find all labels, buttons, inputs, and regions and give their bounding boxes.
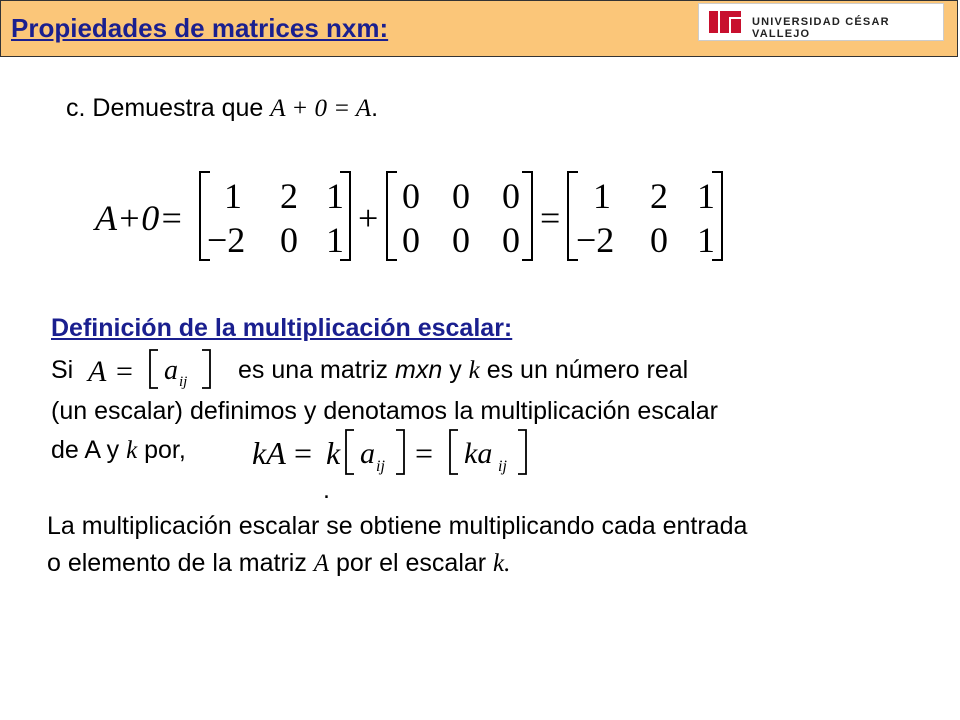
svg-text:ka: ka xyxy=(464,437,493,470)
definition-title: Definición de la multiplicación escalar: xyxy=(51,314,513,342)
ucv-logo-icon xyxy=(709,9,741,35)
svg-text:ij: ij xyxy=(376,458,385,475)
exercise-c-suffix: . xyxy=(371,94,379,122)
matrix-sum-equation xyxy=(90,168,730,268)
svg-text:a: a xyxy=(164,355,178,386)
matrix-a-cell: 1 xyxy=(326,220,344,260)
matrix-a-cell: 1 xyxy=(326,176,344,216)
zero-matrix-cell: 0 xyxy=(452,220,470,260)
definition-line1 xyxy=(238,356,688,385)
zero-matrix-cell: 0 xyxy=(402,176,420,216)
note-line2 xyxy=(47,549,510,578)
svg-text:=: = xyxy=(415,435,434,471)
logo-text: UNIVERSIDAD CÉSAR VALLEJO xyxy=(752,16,890,40)
note-line2-a: o elemento de la matriz xyxy=(47,549,314,577)
svg-text:ij: ij xyxy=(179,374,188,390)
svg-text:k: k xyxy=(326,435,341,471)
svg-text:=: = xyxy=(116,355,133,388)
definition-dot: . xyxy=(323,476,330,504)
definition-line3-a: de A y xyxy=(51,436,127,464)
note-scalar-k: k. xyxy=(493,550,511,577)
definition-line2: (un escalar) definimos y denotamos la multiplicación escalar xyxy=(51,397,718,425)
result-matrix-cell: 1 xyxy=(697,176,715,216)
definition-line3 xyxy=(51,436,186,465)
page-title: Propiedades de matrices nxm: xyxy=(11,13,389,43)
scalar-multiplication-formula xyxy=(250,426,550,478)
note-line1: La multiplicación escalar se obtiene multiplicando cada entrada xyxy=(47,512,748,540)
equals-sign: = xyxy=(540,198,561,238)
definition-mxn: mxn xyxy=(395,356,443,384)
definition-y: y xyxy=(442,356,469,384)
zero-matrix-cell: 0 xyxy=(452,176,470,216)
result-matrix-cell: 1 xyxy=(593,176,611,216)
definition-line3-b: por, xyxy=(137,436,186,464)
definition-line1-rest: es un número real xyxy=(479,356,689,384)
definition-k: k xyxy=(468,357,480,384)
exercise-c-formula: A + 0 = A xyxy=(270,95,372,122)
matrix-a-cell: 2 xyxy=(280,176,298,216)
svg-text:a: a xyxy=(360,437,375,470)
result-matrix-cell: 2 xyxy=(650,176,668,216)
result-matrix-cell: −2 xyxy=(576,220,615,260)
matrix-a-cell: 0 xyxy=(280,220,298,260)
svg-text:ij: ij xyxy=(498,458,507,475)
exercise-c xyxy=(66,94,378,123)
university-logo xyxy=(698,3,944,41)
note-line2-b: por el escalar xyxy=(329,549,494,577)
svg-text:kA: kA xyxy=(252,435,286,471)
matrix-a-cell: −2 xyxy=(207,220,246,260)
equation-lhs: A+0= xyxy=(95,198,184,238)
zero-matrix-cell: 0 xyxy=(502,220,520,260)
header-bar xyxy=(0,0,958,57)
exercise-c-prefix: c. Demuestra que xyxy=(66,94,271,122)
matrix-aij-formula xyxy=(86,346,216,392)
plus-sign: + xyxy=(358,198,379,238)
note-matrix-a: A xyxy=(313,550,330,577)
svg-text:=: = xyxy=(294,435,313,471)
matrix-a-cell: 1 xyxy=(224,176,242,216)
definition-line1-a: es una matriz xyxy=(238,356,396,384)
definition-line3-k: k xyxy=(126,437,138,464)
zero-matrix-cell: 0 xyxy=(502,176,520,216)
definition-si: Si xyxy=(51,356,74,384)
zero-matrix-cell: 0 xyxy=(402,220,420,260)
svg-text:A: A xyxy=(88,355,107,388)
result-matrix-cell: 1 xyxy=(697,220,715,260)
result-matrix-cell: 0 xyxy=(650,220,668,260)
